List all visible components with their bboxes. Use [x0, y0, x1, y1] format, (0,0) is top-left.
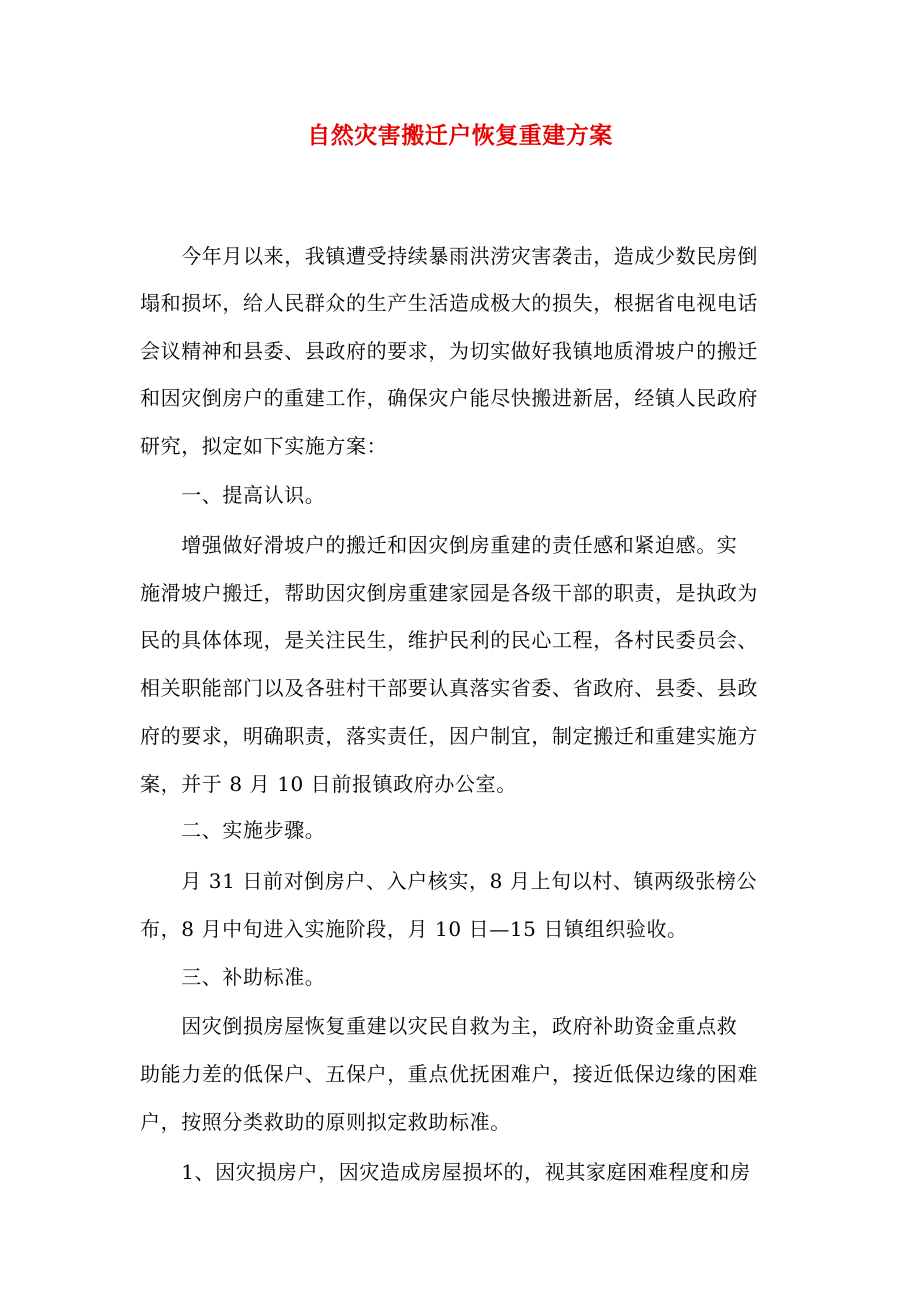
paragraph-line: 塌和损坏，给人民群众的生产生活造成极大的损失，根据省电视电话	[140, 291, 758, 315]
document-title: 自然灾害搬迁户恢复重建方案	[307, 122, 613, 149]
paragraph-line: 研究，拟定如下实施方案：	[140, 434, 388, 458]
paragraph-line: 布，8 月中旬进入实施阶段，月 10 日—15 日镇组织验收。	[140, 917, 688, 941]
paragraph-line: 助能力差的低保户、五保户，重点优抚困难户，接近低保边缘的困难	[140, 1062, 758, 1086]
paragraph-line: 案，并于 8 月 10 日前报镇政府办公室。	[140, 772, 517, 796]
paragraph-line: 和因灾倒房户的重建工作，确保灾户能尽快搬进新居，经镇人民政府	[140, 386, 758, 410]
paragraph-line: 月 31 日前对倒房户、入户核实，8 月上旬以村、镇两级张榜公	[140, 869, 758, 893]
paragraph-line: 因灾倒损房屋恢复重建以灾民自救为主，政府补助资金重点救	[140, 1014, 738, 1038]
section-heading: 二、实施步骤。	[140, 818, 326, 842]
paragraph-line: 今年月以来，我镇遭受持续暴雨洪涝灾害袭击，造成少数民房倒	[140, 244, 758, 268]
paragraph-line: 施滑坡户搬迁，帮助因灾倒房重建家园是各级干部的职责，是执政为	[140, 581, 758, 605]
paragraph-line: 会议精神和县委、县政府的要求，为切实做好我镇地质滑坡户的搬迁	[140, 339, 758, 363]
paragraph-line: 1、因灾损房户，因灾造成房屋损坏的，视其家庭困难程度和房	[140, 1160, 751, 1184]
paragraph-line: 增强做好滑坡户的搬迁和因灾倒房重建的责任感和紧迫感。实	[140, 533, 738, 557]
paragraph-line: 府的要求，明确职责，落实责任，因户制宜，制定搬迁和重建实施方	[140, 724, 758, 748]
section-heading: 三、补助标准。	[140, 965, 326, 989]
paragraph-line: 户，按照分类救助的原则拟定救助标准。	[140, 1110, 511, 1134]
paragraph-line: 民的具体体现，是关注民生，维护民利的民心工程，各村民委员会、	[140, 628, 758, 652]
section-heading: 一、提高认识。	[140, 483, 326, 507]
paragraph-line: 相关职能部门以及各驻村干部要认真落实省委、省政府、县委、县政	[140, 676, 758, 700]
